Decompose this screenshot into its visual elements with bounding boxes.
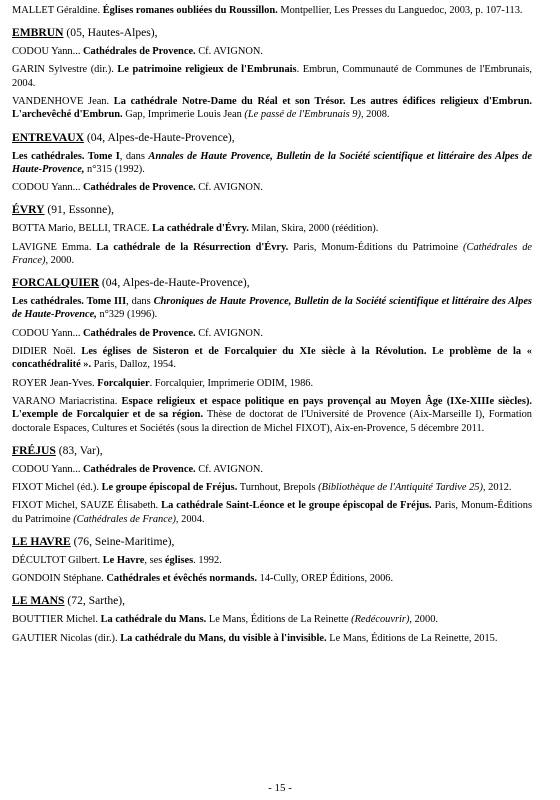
entry-text: Paris, Monum-Éditions du Patrimoine: [12, 500, 532, 525]
entry-text: GAUTIER Nicolas (dir.).: [12, 632, 121, 644]
place-section: [12, 26, 532, 121]
entry-text: BOTTA Mario, BELLI, TRACE.: [12, 223, 153, 235]
bibliography-entry: [12, 45, 532, 58]
place-name: ENTREVAUX: [12, 130, 84, 144]
entry-title: églises: [164, 554, 194, 566]
entry-text: VARANO Mariacristina.: [12, 395, 122, 407]
place-location: (05, Hautes-Alpes),: [63, 26, 158, 40]
bibliography-entry: [12, 295, 532, 322]
entry-text: . 1992.: [193, 554, 222, 566]
bibliography-entry: [12, 377, 532, 390]
bibliography-entry: [12, 63, 532, 90]
entry-title: Cathédrales et évêchés normands.: [106, 573, 258, 585]
entry-title: Les églises de Sisteron et de Forcalquier du XIe siècle à la Révolution. Le problème de la « concathédralité ».: [12, 346, 532, 371]
place-location: (04, Alpes-de-Haute-Provence),: [83, 130, 235, 144]
entry-title: Les cathédrales. Tome III: [12, 296, 127, 308]
place-name: ÉVRY: [12, 203, 45, 217]
entry-title: Églises romanes oubliées du Roussillon.: [102, 5, 278, 16]
entry-text: Cf. AVIGNON.: [195, 182, 264, 194]
entry-text: MALLET Géraldine.: [12, 5, 103, 16]
entry-title: Cathédrales de Provence.: [83, 463, 196, 475]
entry-text: n°315 (1992).: [84, 163, 145, 175]
place-name: FORCALQUIER: [12, 276, 99, 290]
entry-title: Annales de Haute Provence, Bulletin de la Société scientifique et littéraire des Alpes de Haute-Provence,: [12, 150, 532, 175]
entry-text: Thèse de doctorat de l'Université de Provence (Aix-Marseille I), Formation doctorale Espaces, Cultures et Sociétés (sous la direction de Michel FIXOT), Aix-en-Provence, 5 décembre 2011.: [12, 409, 532, 434]
entry-text: FIXOT Michel, SAUZE Élisabeth.: [12, 500, 162, 512]
place-location: (83, Var),: [55, 443, 103, 457]
entry-text: Le Mans, Éditions de La Reinette: [206, 614, 352, 626]
entry-title: Le Havre: [102, 554, 145, 566]
entry-title: Les cathédrales. Tome I: [12, 150, 120, 162]
entry-text: , 2012.: [482, 482, 512, 494]
place-section: [12, 276, 532, 435]
place-name: LE MANS: [12, 594, 65, 608]
entry-series: (Cathédrales de France): [73, 513, 176, 525]
place-section: [12, 4, 532, 17]
bibliography-entry: [12, 4, 532, 17]
bibliography-entry: [12, 554, 532, 567]
place-section: [12, 535, 532, 585]
entry-text: LAVIGNE Emma.: [12, 241, 97, 253]
place-heading: [12, 26, 532, 41]
entry-series: (Le passé de l'Embrunais 9): [244, 109, 361, 121]
entry-text: DIDIER Noël.: [12, 346, 82, 357]
entry-text: Milan, Skira, 2000 (réédition).: [248, 223, 379, 235]
place-name: LE HAVRE: [12, 534, 71, 548]
entry-text: GARIN Sylvestre (dir.).: [12, 64, 118, 76]
bibliography-entry: [12, 222, 532, 235]
entry-title: La cathédrale Saint-Léonce et le groupe épiscopal de Fréjus.: [161, 500, 432, 512]
place-heading: [12, 203, 532, 218]
entry-title: Le groupe épiscopal de Fréjus.: [101, 482, 238, 494]
place-heading: [12, 535, 532, 550]
bibliography-entry: [12, 95, 532, 122]
entry-text: ROYER Jean-Yves.: [12, 377, 98, 389]
place-section: [12, 444, 532, 526]
entry-title: Forcalquier: [97, 377, 150, 389]
entry-text: n°329 (1996).: [96, 309, 158, 321]
place-location: (04, Alpes-de-Haute-Provence),: [98, 276, 250, 290]
entry-title: La cathédrale Notre-Dame du Réal et son Trésor. Les autres édifices religieux d'Embrun. L'archevêché d'Embrun.: [12, 96, 532, 121]
entry-text: Gap, Imprimerie Louis Jean: [122, 109, 245, 121]
place-name: FRÉJUS: [12, 443, 56, 457]
entry-text: , 2000.: [45, 254, 75, 266]
entry-title: Cathédrales de Provence.: [83, 327, 196, 339]
page-number: - 15 -: [268, 782, 292, 794]
entry-text: Montpellier, Les Presses du Languedoc, 2003, p. 107-113.: [277, 5, 523, 16]
entry-text: CODOU Yann...: [12, 182, 84, 194]
bibliography-entry: [12, 613, 532, 626]
entry-text: Cf. AVIGNON.: [195, 46, 264, 58]
entry-series: (Bibliothèque de l'Antiquité Tardive 25): [318, 482, 483, 494]
entry-text: VANDENHOVE Jean.: [12, 96, 114, 108]
place-location: (76, Seine-Maritime),: [70, 534, 175, 548]
entry-title: La cathédrale du Mans.: [100, 614, 207, 626]
bibliography-entry: [12, 499, 532, 526]
bibliography-entry: [12, 241, 532, 268]
bibliography-entry: [12, 150, 532, 177]
entry-text: , 2008.: [360, 109, 390, 121]
entry-text: Paris, Dalloz, 1954.: [91, 359, 176, 371]
entry-series: (Redécouvrir): [351, 614, 410, 626]
entry-title: Espace religieux et espace politique en pays provençal au Moyen Âge (IXe-XIIIe siècles). L'exemple de Forcalquier et de sa région.: [12, 395, 532, 421]
place-section: [12, 594, 532, 644]
entry-series: (Cathédrales de France): [12, 241, 532, 266]
entry-text: 14-Cully, OREP Éditions, 2006.: [257, 573, 394, 585]
entry-text: , dans: [126, 296, 154, 308]
place-name: EMBRUN: [12, 26, 64, 40]
entry-text: BOUTTIER Michel.: [12, 614, 101, 626]
entry-title: La cathédrale de la Résurrection d'Évry.: [96, 241, 289, 253]
entry-title: La cathédrale du Mans, du visible à l'invisible.: [120, 632, 327, 644]
bibliography-entry: [12, 632, 532, 645]
place-location: (72, Sarthe),: [64, 594, 126, 608]
entry-text: DÉCULTOT Gilbert.: [12, 554, 103, 566]
entry-text: FIXOT Michel (éd.).: [12, 482, 102, 494]
place-heading: [12, 131, 532, 146]
bibliography-entry: [12, 572, 532, 585]
place-section: [12, 131, 532, 195]
entry-text: . Embrun, Communauté de Communes de l'Embrunais, 2004.: [12, 64, 532, 89]
entry-text: , 2000.: [409, 614, 438, 626]
entry-text: Cf. AVIGNON.: [195, 327, 264, 339]
bibliography-entry: [12, 481, 532, 494]
entry-text: , dans: [119, 150, 149, 162]
entry-text: CODOU Yann...: [12, 46, 84, 58]
entry-title: Cathédrales de Provence.: [83, 182, 196, 194]
entry-text: . Forcalquier, Imprimerie ODIM, 1986.: [149, 377, 314, 389]
entry-text: Le Mans, Éditions de La Reinette, 2015.: [326, 632, 498, 644]
place-section: [12, 203, 532, 267]
entry-text: GONDOIN Stéphane.: [12, 573, 107, 585]
place-location: (91, Essonne),: [44, 203, 115, 217]
entry-text: CODOU Yann...: [12, 327, 84, 339]
bibliography-page: [12, 4, 532, 774]
entry-title: La cathédrale d'Évry.: [152, 223, 249, 235]
bibliography-entry: [12, 327, 532, 340]
bibliography-entry: [12, 395, 532, 435]
entry-text: CODOU Yann...: [12, 463, 84, 475]
bibliography-entry: [12, 181, 532, 194]
entry-title: Chroniques de Haute Provence, Bulletin de la Société scientifique et littéraire des Alpes de Haute-Provence,: [12, 296, 532, 321]
place-heading: [12, 444, 532, 459]
entry-text: Turnhout, Brepols: [237, 482, 319, 494]
entry-text: Cf. AVIGNON.: [195, 463, 264, 475]
entry-title: Le patrimoine religieux de l'Embrunais: [117, 64, 297, 76]
entry-text: , 2004.: [175, 513, 205, 525]
entry-title: Cathédrales de Provence.: [83, 46, 196, 58]
entry-text: , ses: [144, 554, 165, 566]
bibliography-entry: [12, 463, 532, 476]
bibliography-entry: [12, 345, 532, 372]
place-heading: [12, 594, 532, 609]
entry-text: Paris, Monum-Éditions du Patrimoine: [288, 241, 464, 253]
place-heading: [12, 276, 532, 291]
